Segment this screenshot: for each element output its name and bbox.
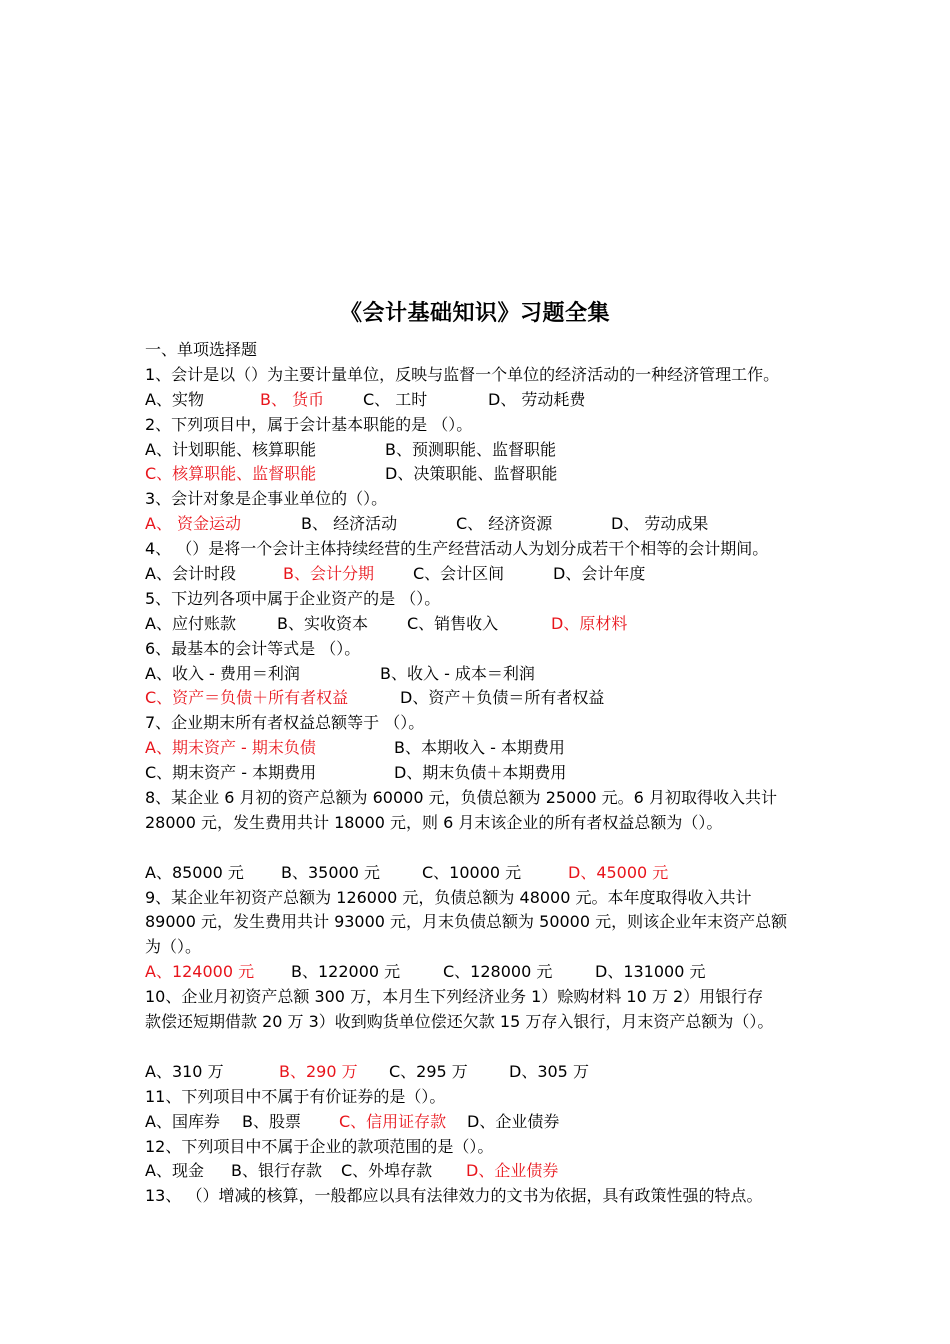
option-b: B、预测职能、监督职能	[385, 439, 556, 459]
question-7-options-row1	[145, 736, 825, 761]
option-d: D、决策职能、监督职能	[385, 464, 558, 484]
option-a-answer: A、期末资产 - 期末负债	[145, 738, 316, 758]
option-d: D、 劳动成果	[611, 514, 709, 534]
option-a: A、收入 - 费用＝利润	[145, 663, 300, 683]
question-8-options	[145, 861, 825, 886]
question-6-options-row1	[145, 662, 825, 687]
option-c-answer: C、核算职能、监督职能	[145, 464, 317, 484]
question-7-options-row2	[145, 761, 825, 786]
question-2-options-row2	[145, 462, 825, 487]
option-d: D、会计年度	[553, 564, 646, 584]
option-b: B、 经济活动	[301, 514, 398, 534]
option-a: A、计划职能、核算职能	[145, 439, 316, 459]
option-c: C、295 万	[389, 1061, 468, 1081]
question-8-line-2: 28000 元，发生费用共计 18000 元，则 6 月末该企业的所有者权益总额为（）。	[145, 812, 723, 832]
question-2: 2、下列项目中，属于会计基本职能的是 （）。	[145, 414, 473, 434]
option-a: A、实物	[145, 389, 204, 409]
option-b: B、股票	[242, 1111, 301, 1131]
question-13: 13、 （）增减的核算，一般都应以具有法律效力的文书为依据，具有政策性强的特点。	[145, 1186, 763, 1206]
question-9-line-2: 89000 元，发生费用共计 93000 元，月末负债总额为 50000 元，则该企业年末资产总额	[145, 912, 788, 932]
option-c-answer: C、信用证存款	[339, 1111, 447, 1131]
option-a: A、应付账款	[145, 613, 236, 633]
spacer	[145, 1035, 825, 1060]
option-a: A、310 万	[145, 1061, 224, 1081]
question-10-line-2: 款偿还短期借款 20 万 3）收到购货单位偿还欠款 15 万存入银行，月末资产总额为（）。	[145, 1012, 774, 1032]
page-title: 《会计基础知识》习题全集	[339, 301, 610, 326]
spacer	[145, 836, 825, 861]
question-4-options	[145, 562, 825, 587]
section-heading: 一、单项选择题	[145, 340, 258, 359]
question-5: 5、下边列各项中属于企业资产的是 （）。	[145, 588, 441, 608]
question-10-options	[145, 1060, 825, 1085]
question-6-options-row2	[145, 686, 825, 711]
option-b-answer: B、290 万	[279, 1061, 358, 1081]
option-a-answer: A、 资金运动	[145, 514, 242, 534]
option-a: A、国库券	[145, 1111, 220, 1131]
option-a: A、会计时段	[145, 564, 236, 584]
question-3: 3、会计对象是企事业单位的（）。	[145, 489, 388, 509]
option-d: D、企业债券	[467, 1111, 560, 1131]
question-8-line-1: 8、某企业 6 月初的资产总额为 60000 元，负债总额为 25000 元。6 月初取得收入共计	[145, 788, 777, 808]
question-2-options-row1	[145, 438, 825, 463]
question-6: 6、最基本的会计等式是 （）。	[145, 638, 361, 658]
option-a: A、现金	[145, 1161, 204, 1181]
question-10-line-1: 10、企业月初资产总额 300 万，本月生下列经济业务 1）赊购材料 10 万 2）用银行存	[145, 987, 764, 1007]
option-d: D、131000 元	[595, 962, 706, 982]
option-b: B、本期收入 - 本期费用	[394, 738, 565, 758]
option-b: B、35000 元	[281, 862, 380, 882]
option-c: C、会计区间	[413, 564, 505, 584]
option-b-answer: B、 货币	[260, 389, 325, 409]
option-c-answer: C、资产＝负债＋所有者权益	[145, 688, 349, 708]
question-4: 4、 （）是将一个会计主体持续经营的生产经营活动人为划分成若干个相等的会计期间。	[145, 539, 769, 559]
question-12-options	[145, 1159, 825, 1184]
option-b: B、收入 - 成本＝利润	[380, 663, 535, 683]
option-d-answer: D、45000 元	[568, 862, 669, 882]
option-c: C、128000 元	[443, 962, 553, 982]
question-12: 12、下列项目中不属于企业的款项范围的是（）。	[145, 1136, 494, 1156]
question-5-options	[145, 612, 825, 637]
question-11: 11、下列项目中不属于有价证券的是（）。	[145, 1086, 446, 1106]
option-c: C、外埠存款	[341, 1161, 433, 1181]
option-c: C、 工时	[363, 389, 428, 409]
option-d-answer: D、企业债券	[466, 1161, 559, 1181]
option-d-answer: D、原材料	[551, 613, 628, 633]
option-b: B、实收资本	[277, 613, 368, 633]
document-body	[145, 338, 825, 1209]
question-1: 1、会计是以（）为主要计量单位，反映与监督一个单位的经济活动的一种经济管理工作。	[145, 364, 780, 384]
option-d: D、 劳动耗费	[488, 389, 586, 409]
option-c: C、期末资产 - 本期费用	[145, 763, 317, 783]
question-9-line-1: 9、某企业年初资产总额为 126000 元，负债总额为 48000 元。本年度取得收入共计	[145, 887, 752, 907]
question-9-options	[145, 960, 825, 985]
option-a-answer: A、124000 元	[145, 962, 255, 982]
option-b-answer: B、会计分期	[283, 564, 374, 584]
question-9-line-3: 为（）。	[145, 937, 202, 957]
option-c: C、销售收入	[407, 613, 499, 633]
question-3-options	[145, 512, 825, 537]
option-c: C、 经济资源	[456, 514, 553, 534]
option-d: D、305 万	[509, 1061, 589, 1081]
option-c: C、10000 元	[422, 862, 522, 882]
question-11-options	[145, 1110, 825, 1135]
question-7: 7、企业期末所有者权益总额等于 （）。	[145, 713, 425, 733]
option-d: D、资产＋负债＝所有者权益	[400, 688, 605, 708]
option-b: B、122000 元	[291, 962, 401, 982]
option-b: B、银行存款	[231, 1161, 322, 1181]
option-a: A、85000 元	[145, 862, 244, 882]
question-1-options	[145, 388, 825, 413]
option-d: D、期末负债＋本期费用	[394, 763, 567, 783]
